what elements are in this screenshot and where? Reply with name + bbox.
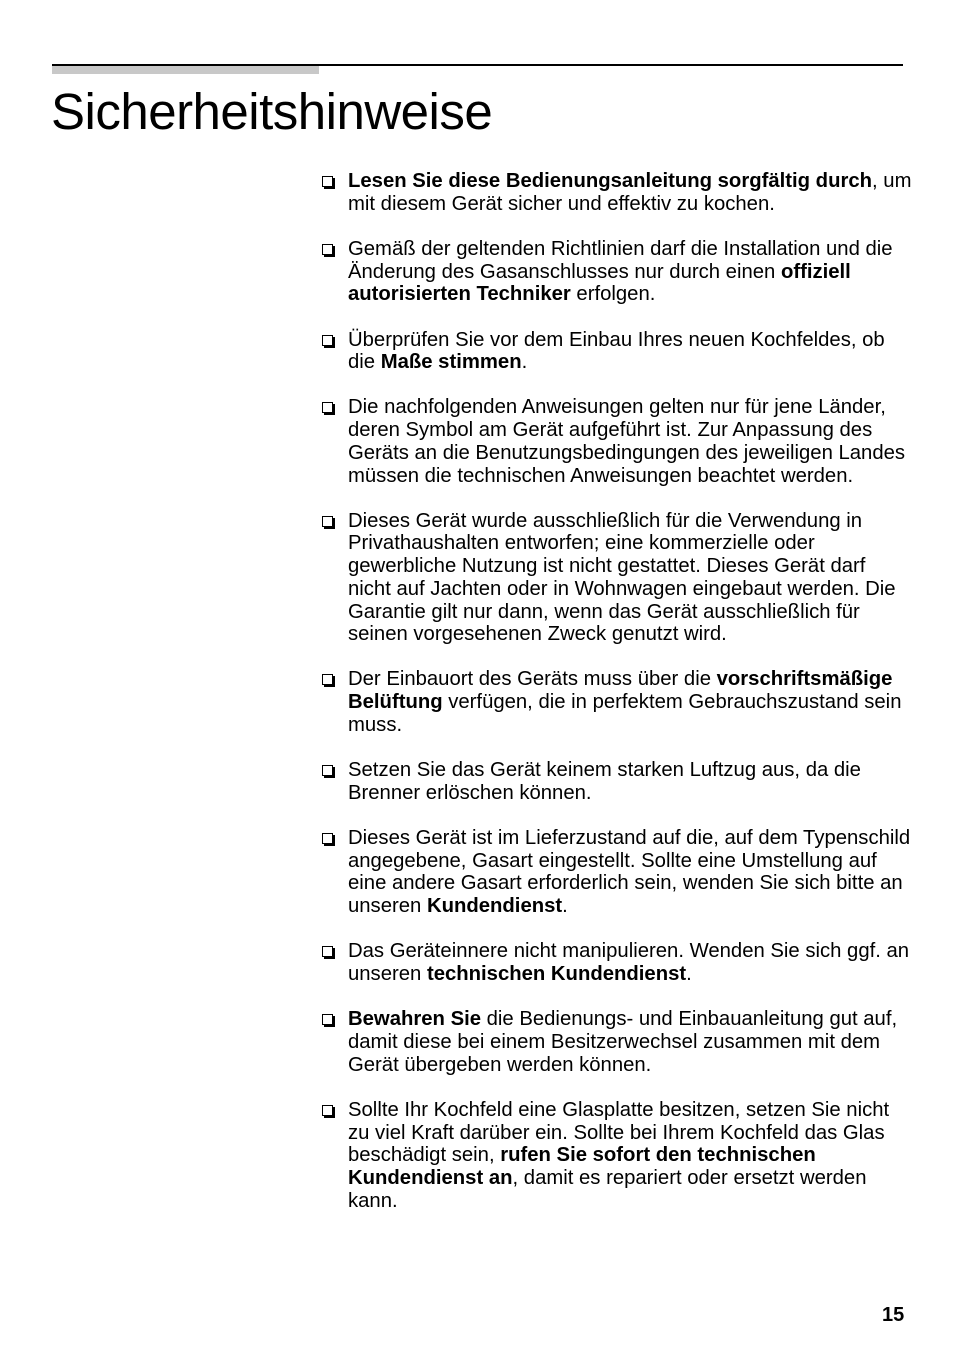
text-run: verfügen, die in perfektem Gebrauchszustand sein muss.	[348, 691, 902, 736]
checkbox-bullet-icon	[322, 335, 333, 346]
list-item	[322, 170, 912, 215]
text-run: Setzen Sie das Gerät keinem starken Luftzug aus, da die Brenner erlöschen können.	[348, 759, 861, 804]
list-item	[322, 1099, 912, 1213]
checkbox-bullet-icon	[322, 516, 333, 527]
checkbox-bullet-icon	[322, 1105, 333, 1116]
checkbox-bullet-icon	[322, 1014, 333, 1025]
list-item	[322, 759, 912, 804]
text-run: .	[562, 895, 568, 918]
list-item	[322, 329, 912, 374]
list-item-text	[348, 759, 912, 804]
text-run: Sollte Ihr Kochfeld eine Glasplatte besitzen, setzen Sie nicht zu viel Kraft darüber ein. Sollte bei Ihrem Kochfeld das Glas beschädigt sein,	[348, 1098, 890, 1167]
checkbox-bullet-icon	[322, 244, 333, 255]
list-item	[322, 510, 912, 646]
text-run: Gemäß der geltenden Richtlinien darf die Installation und die Änderung des Gasanschlusses nur durch einen	[348, 237, 893, 283]
list-item	[322, 1008, 912, 1076]
text-run: Das Geräteinnere nicht manipulieren. Wenden Sie sich ggf. an unseren	[348, 940, 910, 985]
list-item-text	[348, 1008, 912, 1076]
list-item-text	[348, 940, 912, 985]
list-item-text	[348, 827, 912, 918]
text-run: .	[686, 962, 692, 985]
text-bold: Maße stimmen	[380, 351, 522, 374]
header-rule	[52, 64, 903, 66]
text-run: Die nachfolgenden Anweisungen gelten nur für jene Länder, deren Symbol am Gerät aufgeführt ist. Zur Anpassung des Geräts an die Benutzungsbedingungen des jeweiligen Landes müssen die technischen Anweisungen beachtet werden.	[348, 396, 906, 487]
text-bold: Bewahren Sie	[348, 1008, 482, 1031]
header-rule-accent	[52, 65, 319, 74]
text-run: Dieses Gerät wurde ausschließlich für die Verwendung in Privathaushalten entworfen; eine kommerzielle oder gewerbliche Nutzung ist nicht gestattet. Dieses Gerät darf nicht auf Jachten oder in Wohnwagen eingebaut werden. Die Garantie gilt nur dann, wenn das Gerät ausschließlich für seinen vorgesehenen Zweck genutzt wird.	[348, 509, 896, 646]
checkbox-bullet-icon	[322, 833, 333, 844]
list-item	[322, 396, 912, 487]
text-bold: rufen Sie sofort den technischen Kundendienst an	[348, 1144, 816, 1189]
text-run: die Bedienungs- und Einbauanleitung gut auf, damit diese bei einem Besitzerwechsel zusammen mit dem Gerät übergeben werden können.	[348, 1008, 898, 1076]
list-item-text	[348, 238, 912, 306]
list-item	[322, 668, 912, 736]
text-bold: vorschriftsmäßige Belüftung	[348, 668, 893, 714]
list-item	[322, 940, 912, 985]
text-run: .	[521, 351, 528, 374]
text-bold: Kundendienst	[426, 895, 563, 918]
list-item-text	[348, 170, 912, 215]
checkbox-bullet-icon	[322, 402, 333, 413]
list-item	[322, 238, 912, 306]
list-item-text	[348, 1099, 912, 1213]
text-bold: technischen Kundendienst	[426, 962, 687, 985]
text-bold: Lesen Sie diese Bedienungsanleitung sorgfältig durch	[348, 170, 873, 192]
list-item	[322, 827, 912, 918]
list-item-text	[348, 510, 912, 646]
text-run: , damit es repariert oder ersetzt werden kann.	[348, 1166, 867, 1212]
list-item-text	[348, 396, 912, 487]
list-item-text	[348, 668, 912, 736]
text-run: Überprüfen Sie vor dem Einbau Ihres neuen Kochfeldes, ob die	[348, 328, 885, 374]
text-run: Dieses Gerät ist im Lieferzustand auf die, auf dem Typenschild angegebene, Gasart eingestellt. Sollte eine Umstellung auf eine andere Gasart erforderlich sein, wenden Sie sich bitte an unseren	[348, 826, 911, 918]
checkbox-bullet-icon	[322, 674, 333, 685]
page-title: Sicherheitshinweise	[51, 83, 493, 140]
text-bold: offiziell autorisierten Techniker	[348, 260, 851, 306]
list-item-text	[348, 329, 912, 374]
checkbox-bullet-icon	[322, 176, 333, 187]
text-run: Der Einbauort des Geräts muss über die	[348, 668, 717, 691]
text-run: erfolgen.	[570, 283, 656, 306]
checkbox-bullet-icon	[322, 765, 333, 776]
checkbox-bullet-icon	[322, 946, 333, 957]
text-run: , um mit diesem Gerät sicher und effektiv zu kochen.	[348, 170, 912, 215]
page-number: 15	[882, 1304, 905, 1326]
safety-notes-list	[322, 170, 912, 1235]
